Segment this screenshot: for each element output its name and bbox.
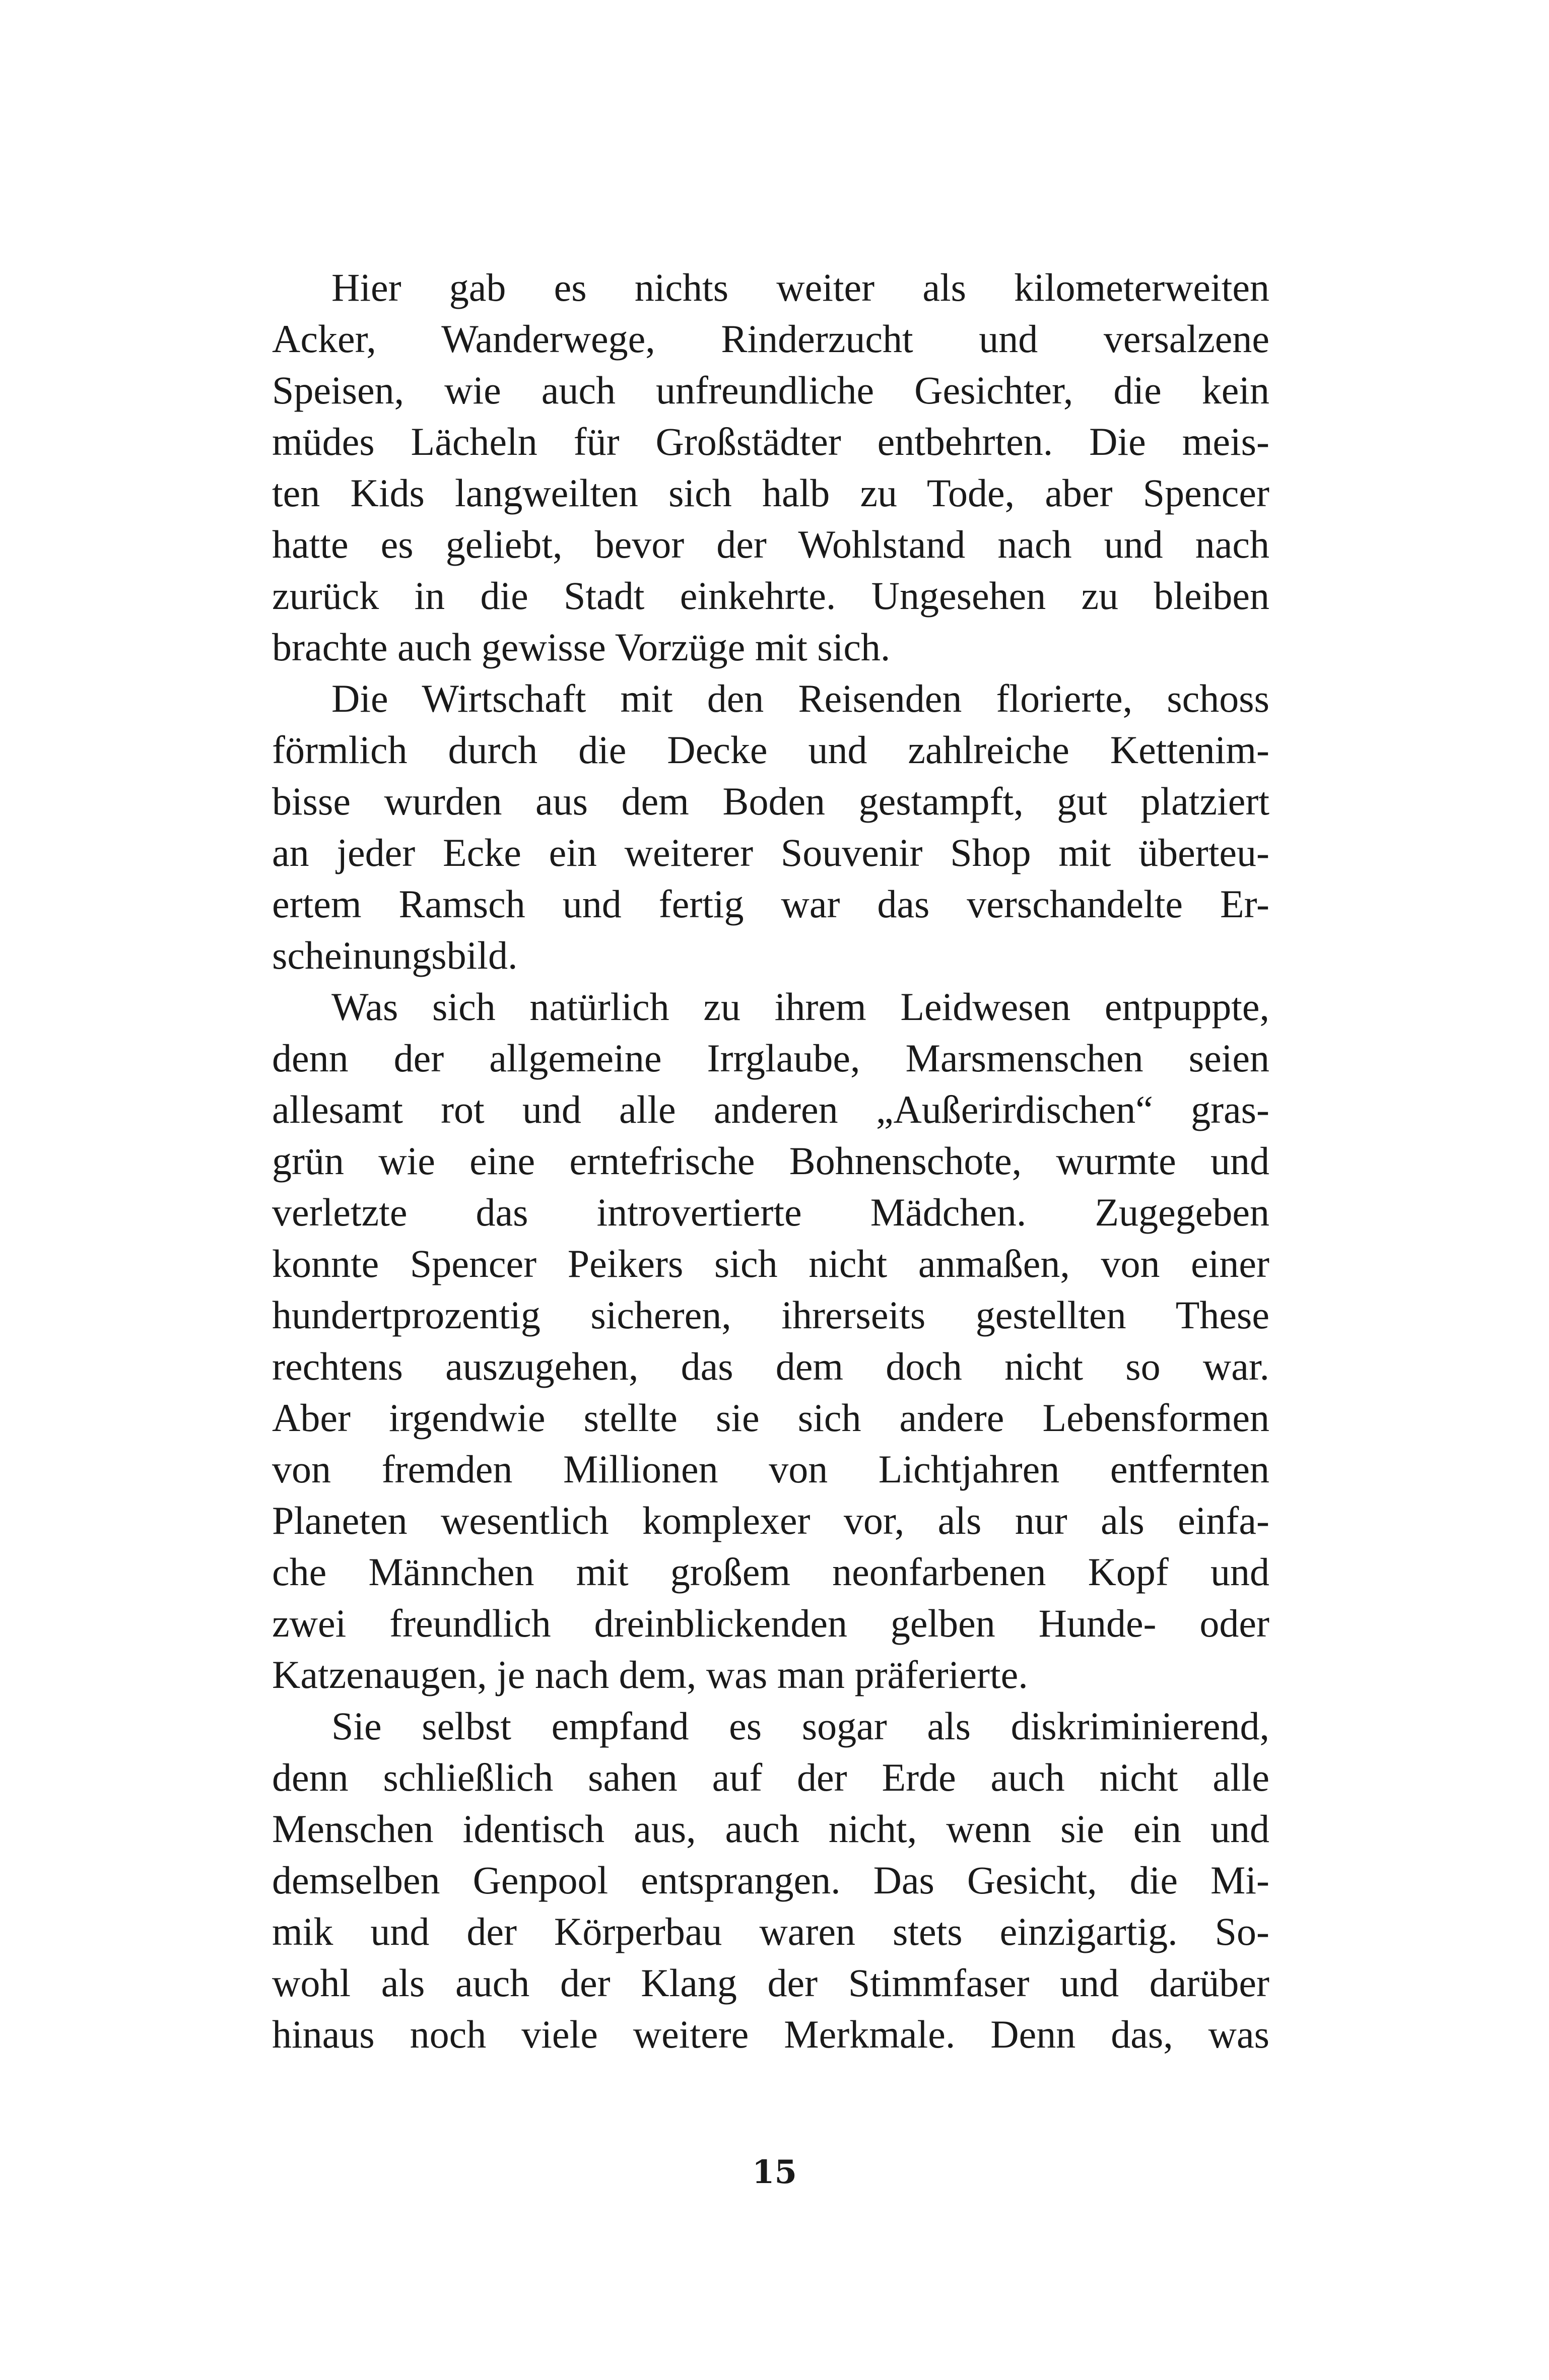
text-line: mik und der Körperbau waren stets einzigartig. So- xyxy=(272,1910,1269,1953)
text-line: wohl als auch der Klang der Stimmfaser und darüber xyxy=(272,1961,1269,2005)
text-line: Die Wirtschaft mit den Reisenden florierte, schoss xyxy=(331,676,1269,720)
text-line: Hier gab es nichts weiter als kilometerweiten xyxy=(331,265,1269,309)
text-line: Katzenaugen, je nach dem, was man präferierte. xyxy=(272,1653,1028,1696)
text-line: müdes Lächeln für Großstädter entbehrten. Die meis- xyxy=(272,420,1269,463)
text-line: che Männchen mit großem neonfarbenen Kopf und xyxy=(272,1550,1269,1594)
text-line: Speisen, wie auch unfreundliche Gesichter, die kein xyxy=(272,368,1269,412)
text-line: zwei freundlich dreinblickenden gelben Hunde- oder xyxy=(272,1601,1269,1645)
text-line: rechtens auszugehen, das dem doch nicht so war. xyxy=(272,1344,1269,1388)
text-line: brachte auch gewisse Vorzüge mit sich. xyxy=(272,625,891,669)
text-line: hatte es geliebt, bevor der Wohlstand nach und nach xyxy=(272,522,1269,566)
paragraph xyxy=(272,981,1269,1701)
page-number: 15 xyxy=(752,2153,797,2191)
text-line: allesamt rot und alle anderen „Außerirdischen“ gras- xyxy=(272,1087,1269,1131)
text-line: förmlich durch die Decke und zahlreiche Kettenim- xyxy=(272,728,1269,772)
text-line: ertem Ramsch und fertig war das verschandelte Er- xyxy=(272,882,1269,926)
text-line: denn der allgemeine Irrglaube, Marsmenschen seien xyxy=(272,1036,1269,1080)
text-line: hinaus noch viele weitere Merkmale. Denn das, was xyxy=(272,2012,1269,2056)
text-line: Sie selbst empfand es sogar als diskriminierend, xyxy=(331,1704,1269,1748)
text-line: ten Kids langweilten sich halb zu Tode, aber Spencer xyxy=(272,471,1269,515)
text-line: bisse wurden aus dem Boden gestampft, gut platziert xyxy=(272,779,1269,823)
text-line: verletzte das introvertierte Mädchen. Zugegeben xyxy=(272,1190,1269,1234)
text-line: zurück in die Stadt einkehrte. Ungesehen zu bleiben xyxy=(272,574,1269,618)
text-line: Planeten wesentlich komplexer vor, als nur als einfa- xyxy=(272,1499,1269,1542)
text-line: Menschen identisch aus, auch nicht, wenn sie ein und xyxy=(272,1807,1269,1851)
text-line: an jeder Ecke ein weiterer Souvenir Shop mit überteu- xyxy=(272,831,1269,874)
text-line: Acker, Wanderwege, Rinderzucht und versalzene xyxy=(272,317,1269,361)
text-line: von fremden Millionen von Lichtjahren entfernten xyxy=(272,1447,1269,1491)
paragraph xyxy=(272,673,1269,981)
text-line: hundertprozentig sicheren, ihrerseits gestellten These xyxy=(272,1293,1269,1337)
paragraph xyxy=(272,1701,1269,2060)
paragraph xyxy=(272,262,1269,673)
text-line: scheinungsbild. xyxy=(272,933,518,977)
text-line: Was sich natürlich zu ihrem Leidwesen entpuppte, xyxy=(331,985,1269,1029)
text-line: denn schließlich sahen auf der Erde auch nicht alle xyxy=(272,1755,1269,1799)
text-line: grün wie eine erntefrische Bohnenschote, wurmte und xyxy=(272,1139,1269,1183)
text-line: konnte Spencer Peikers sich nicht anmaßen, von einer xyxy=(272,1242,1269,1285)
text-line: Aber irgendwie stellte sie sich andere Lebensformen xyxy=(272,1396,1269,1440)
text-line: demselben Genpool entsprangen. Das Gesicht, die Mi- xyxy=(272,1858,1269,1902)
body-text xyxy=(272,262,1269,2060)
